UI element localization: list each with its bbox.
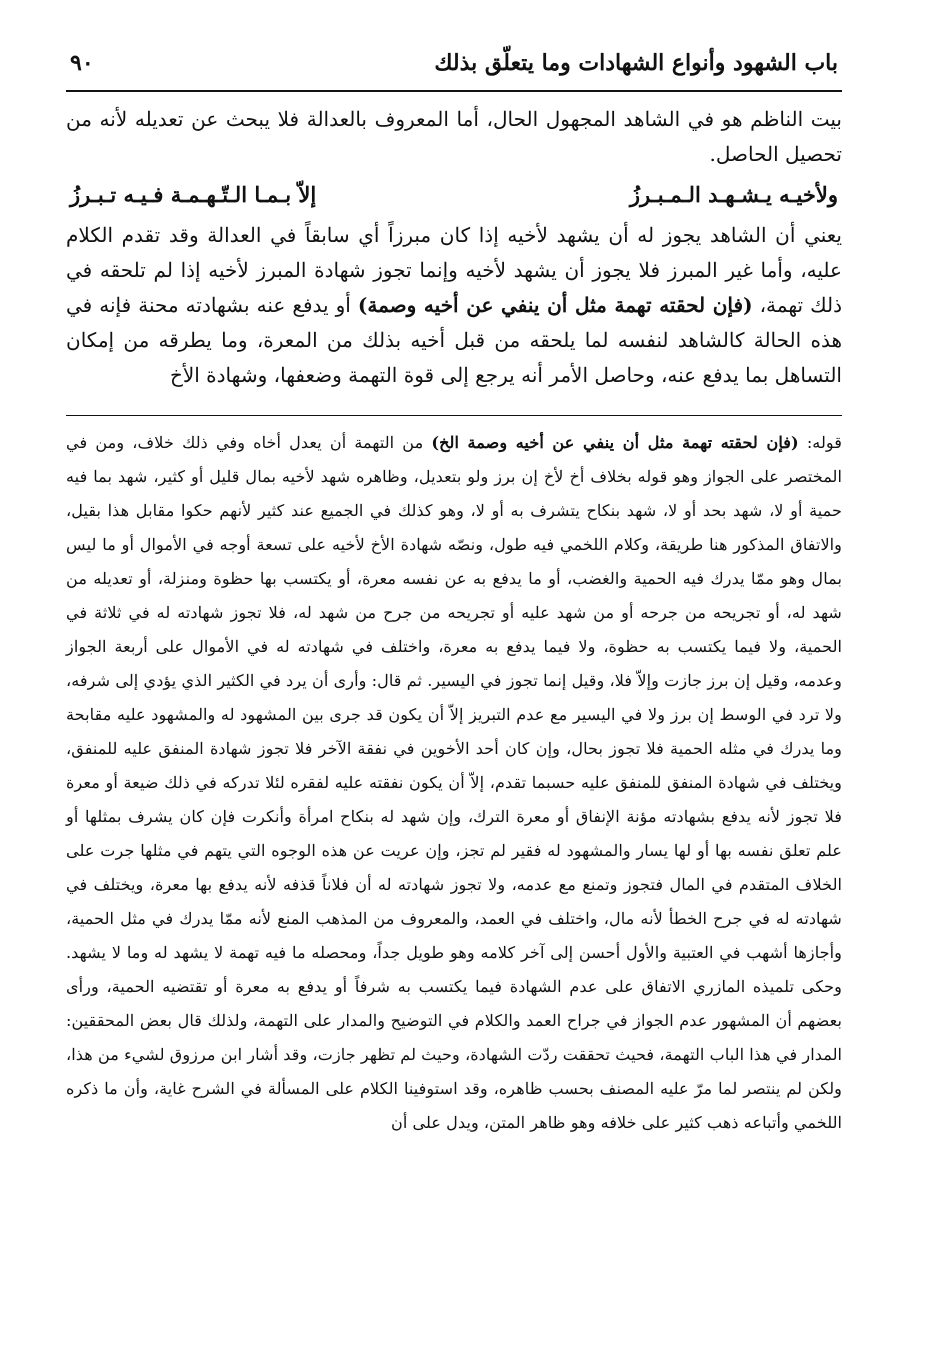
- page-number: ٩٠: [70, 50, 94, 76]
- explanation-text-start: يعني أن الشاهد يجوز له أن يشهد لأخيه إذا كان مبرزاً أي سابقاً في العدالة وقد تقدم الكلام عليه، وأما غير المبرز فلا يجوز أن يشهد لأخيه وإنما تجوز شهادة المبرز لأخيه إذا لم تلحقه في ذلك تهمة،: [66, 223, 843, 317]
- commentary-section: [66, 426, 842, 1140]
- intro-paragraph: بيت الناظم هو في الشاهد المجهول الحال، أما المعروف بالعدالة فلا يبحث عن تعديله لأنه من تحصيل الحاصل.: [66, 107, 842, 166]
- footnote-separator: [66, 415, 842, 416]
- quoted-matn: (فإن لحقته تهمة مثل أن ينفي عن أخيه وصمة): [357, 293, 753, 317]
- commentary-paragraph: [66, 426, 842, 1140]
- verse-second-hemistich: إلاّ بـمـا الـتّـهـمـة فـيـه تـبـرزُ: [70, 182, 317, 207]
- commentary-lead: قوله:: [806, 433, 842, 452]
- explanation-paragraph: [66, 218, 842, 393]
- commentary-quote: (فإن لحقته تهمة مثل أن ينفي عن أخيه وصمة الخ): [431, 433, 799, 452]
- commentary-body: من التهمة أن يعدل أخاه وفي ذلك خلاف، ومن في المختصر على الجواز وهو قوله بخلاف أخ لأخ إن برز ولو بتعديل، وظاهره شهد لأخيه بمال قليل أو كثير، شهد بما فيه حمية أو لا، شهد بحد أو لا، شهد بنكاح يتشرف به أو لا، وهو كذلك في الجميع عند كثير لأنهم حكوا مقابل هذا بقيل، والاتفاق المذكور هنا طريقة، وكلام اللخمي فيه طول، ونصّه شهادة الأخ لأخيه على تسعة أوجه في الأموال أو ما ليس بمال وهو ممّا يدرك فيه الحمية والغضب، أو ما يدفع به عن نفسه معرة، أو يكتسب بها حظوة ومنزلة، أو تعديله من شهد له، أو تجريحه من جرحه أو من شهد عليه أو تجريحه من جرح من شهد له، فلا تجوز شهادته له في ثلاثة في الحمية، ولا فيما يكتسب به حظوة، ولا فيما يدفع به معرة، واختلف في شهادته له في الأموال على أربعة الجواز وعدمه، وقيل إن برز جازت وإلاّ فلا، وقيل إنما تجوز في اليسير. ثم قال: وأرى أن يرد في الكثير الذي يؤدي إلى شرفه، ولا ترد في الوسط إن برز ولا في اليسير مع عدم التبريز إلاّ أن يكون قد جرى بين المشهود له والمشهود عليه مقابحة وما يدرك في مثله الحمية فلا تجوز بحال، وإن كان أحد الأخوين في نفقة الآخر فلا تجوز شهادة المنفق عليه للمنفق، ويختلف في شهادة المنفق للمنفق عليه حسبما تقدم، إلاّ أن يكون نفقته عليه لفقره لئلا تدركه في ذلك ضيعة أو معرة فلا تجوز لأنه يدفع بشهادته مؤنة الإنفاق أو معرة الترك، وإن شهد له بنكاح امرأة وأنكرت فإن كان يشرف بمثلها أو علم تعلق نفسه بها أو لها يسار والمشهود له فقير لم تجز، وإن عريت عن هذه الوجوه التي يتهم في مثلها جرت على الخلاف المتقدم في المال فتجوز وتمنع مع عدمه، ولا تجوز شهادته له أن فلاناً قذفه لأنه يدفع بها معرة، ويختلف في شهادته له في جرح الخطأ لأنه مال، واختلف في العمد، والمعروف من المذهب المنع لأنه ممّا يدرك في مثل الحمية، وأجازها أشهب في العتبية والأول أحسن إلى آخر كلامه وهو طويل جداً، ومحصله ما فيه تهمة لا يشهد له وما لا يشهد. وحكى تلميذه المازري الاتفاق على عدم الشهادة فيما يكتسب به شرفاً أو يدفع به معرة أو تقتضيه الحمية، ورأى بعضهم أن المشهور عدم الجواز في جراح العمد والكلام في التوضيح والمدار على التهمة، ولذلك قال بعض المحققين: المدار في هذا الباب التهمة، فحيث تحققت ردّت الشهادة، وحيث لم تظهر جازت، وقد أشار ابن مرزوق لشيء من هذا، ولكن لم ينتصر لما مرّ عليه المصنف بحسب ظاهره، وقد استوفينا الكلام على المسألة في الشرح غاية، وأن ما ذكره اللخمي وأتباعه ذهب كثير على خلافه وهو ظاهر المتن، ويدل على أن: [66, 433, 842, 1132]
- document-page: [66, 50, 842, 1140]
- poem-verse: [66, 172, 842, 218]
- running-header: [66, 50, 842, 92]
- explanation-text-end: أو يدفع عنه بشهادته محنة فإنه في هذه الحالة كالشاهد لنفسه لما يلحقه من قبل أخيه بذلك من المعرة، وما يطرقه من إمكان التساهل بما يدفع عنه، وحاصل الأمر أنه يرجع إلى قوة التهمة وضعفها، وشهادة الأخ: [66, 293, 842, 387]
- verse-first-hemistich: ولأخيـه يـشـهـد الـمـبـرزُ: [629, 182, 838, 207]
- main-text: [66, 102, 842, 393]
- chapter-title: باب الشهود وأنواع الشهادات وما يتعلّق بذلك: [434, 50, 838, 76]
